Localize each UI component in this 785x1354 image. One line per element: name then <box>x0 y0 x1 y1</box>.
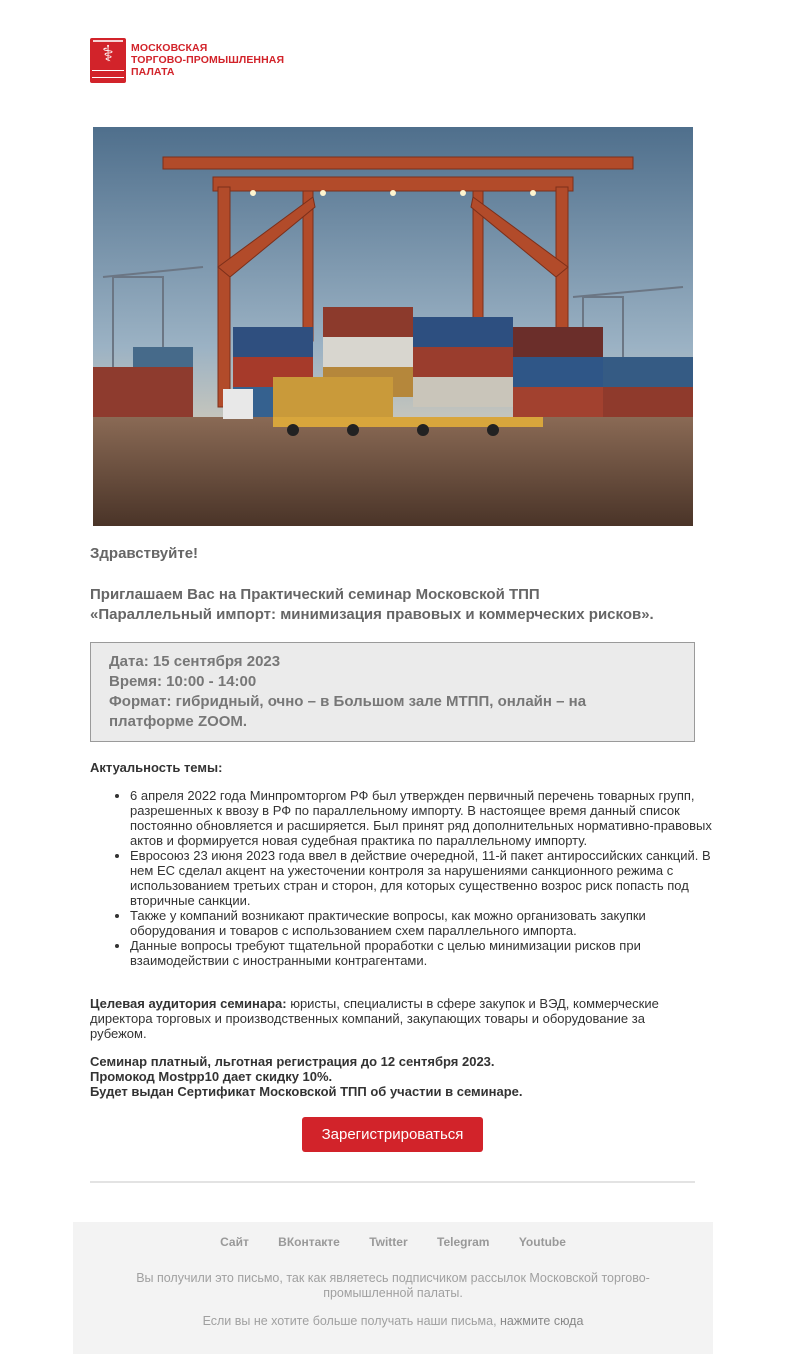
logo-line: ТОРГОВО-ПРОМЫШЛЕННАЯ <box>131 54 285 66</box>
list-item: • 6 апреля 2022 года Минпромторгом РФ был утвержден первичный перечень товарных групп, разрешенных к ввозу в РФ по параллельному импорту. В настоящее время данный список постоянно обновляется и расширяется. Был принят ряд дополнительных нормативно-правовых актов и формируется новая судебная практика по параллельному импорту. <box>130 788 730 848</box>
topics-list <box>90 788 730 968</box>
event-date: Дата: 15 сентября 2023 <box>109 653 281 670</box>
footer-link-vk[interactable]: ВКонтакте <box>278 1235 340 1249</box>
promo-line: Промокод Mostpp10 дает скидку 10%. <box>90 1069 333 1084</box>
list-item: • Евросоюз 23 июня 2023 года ввел в действие очередной, 11-й пакет антироссийских санкций. В нем ЕС сделал акцент на ужесточении контроля за нарушениями санкционного режима с использованием третьих стран и сторон, для которых существенно возрос риск попасть под вторичные санкции. <box>130 848 730 908</box>
audience-paragraph <box>90 996 690 1041</box>
fee-line: Семинар платный, льготная регистрация до 12 сентября 2023. <box>90 1054 495 1069</box>
footer-link-site[interactable]: Сайт <box>220 1235 249 1249</box>
event-info-box <box>90 642 695 742</box>
list-item: • Также у компаний возникают практические вопросы, как можно организовать закупки оборудования и товаров с использованием схем параллельного импорта. <box>130 908 730 938</box>
footer <box>73 1222 713 1354</box>
unsubscribe-link[interactable]: нажмите сюда <box>500 1314 584 1328</box>
footer-link-youtube[interactable]: Youtube <box>518 1235 566 1249</box>
caduceus-emblem-icon: ⚕ <box>90 38 126 83</box>
divider <box>90 1181 695 1183</box>
subscription-note: Вы получили это письмо, так как являетесь подписчиком рассылок Московской торгово-промышленной палаты. <box>136 1271 650 1300</box>
certificate-line: Будет выдан Сертификат Московской ТПП об участии в семинаре. <box>90 1084 523 1099</box>
footer-link-twitter[interactable]: Twitter <box>369 1235 408 1249</box>
footer-links <box>73 1235 713 1249</box>
footer-link-telegram[interactable]: Telegram <box>437 1235 490 1249</box>
event-time: Время: 10:00 - 14:00 <box>109 673 257 690</box>
event-format: Формат: гибридный, очно – в Большом зале МТПП, онлайн – на платформе ZOOM. <box>109 693 587 730</box>
greeting: Здравствуйте! <box>90 545 199 562</box>
audience-text: юристы, специалисты в сфере закупок и ВЭД, коммерческие директора торговых и производственных компаний, закупающих товары и оборудование за рубежом. <box>90 996 659 1041</box>
logo-line: ПАЛАТА <box>131 66 175 78</box>
logo-wordmark <box>131 42 284 78</box>
hero-image <box>93 127 693 526</box>
audience-label: Целевая аудитория семинара: <box>90 996 287 1011</box>
invitation-text <box>90 585 700 625</box>
fee-info <box>90 1054 690 1099</box>
mtpp-logo[interactable] <box>90 37 295 83</box>
invitation-line: Приглашаем Вас на Практический семинар Московской ТПП <box>90 586 540 603</box>
seminar-title: «Параллельный импорт: минимизация правовых и коммерческих рисков». <box>90 606 654 623</box>
topics-heading: Актуальность темы: <box>90 760 223 775</box>
list-item: • Данные вопросы требуют тщательной проработки с целью минимизации рисков при взаимодействии с иностранными контрагентами. <box>130 938 730 968</box>
logo-line: МОСКОВСКАЯ <box>131 42 208 54</box>
unsubscribe-line <box>73 1314 713 1328</box>
unsubscribe-text: Если вы не хотите больше получать наши письма, <box>202 1314 501 1328</box>
register-button[interactable]: Зарегистрироваться <box>302 1117 483 1152</box>
